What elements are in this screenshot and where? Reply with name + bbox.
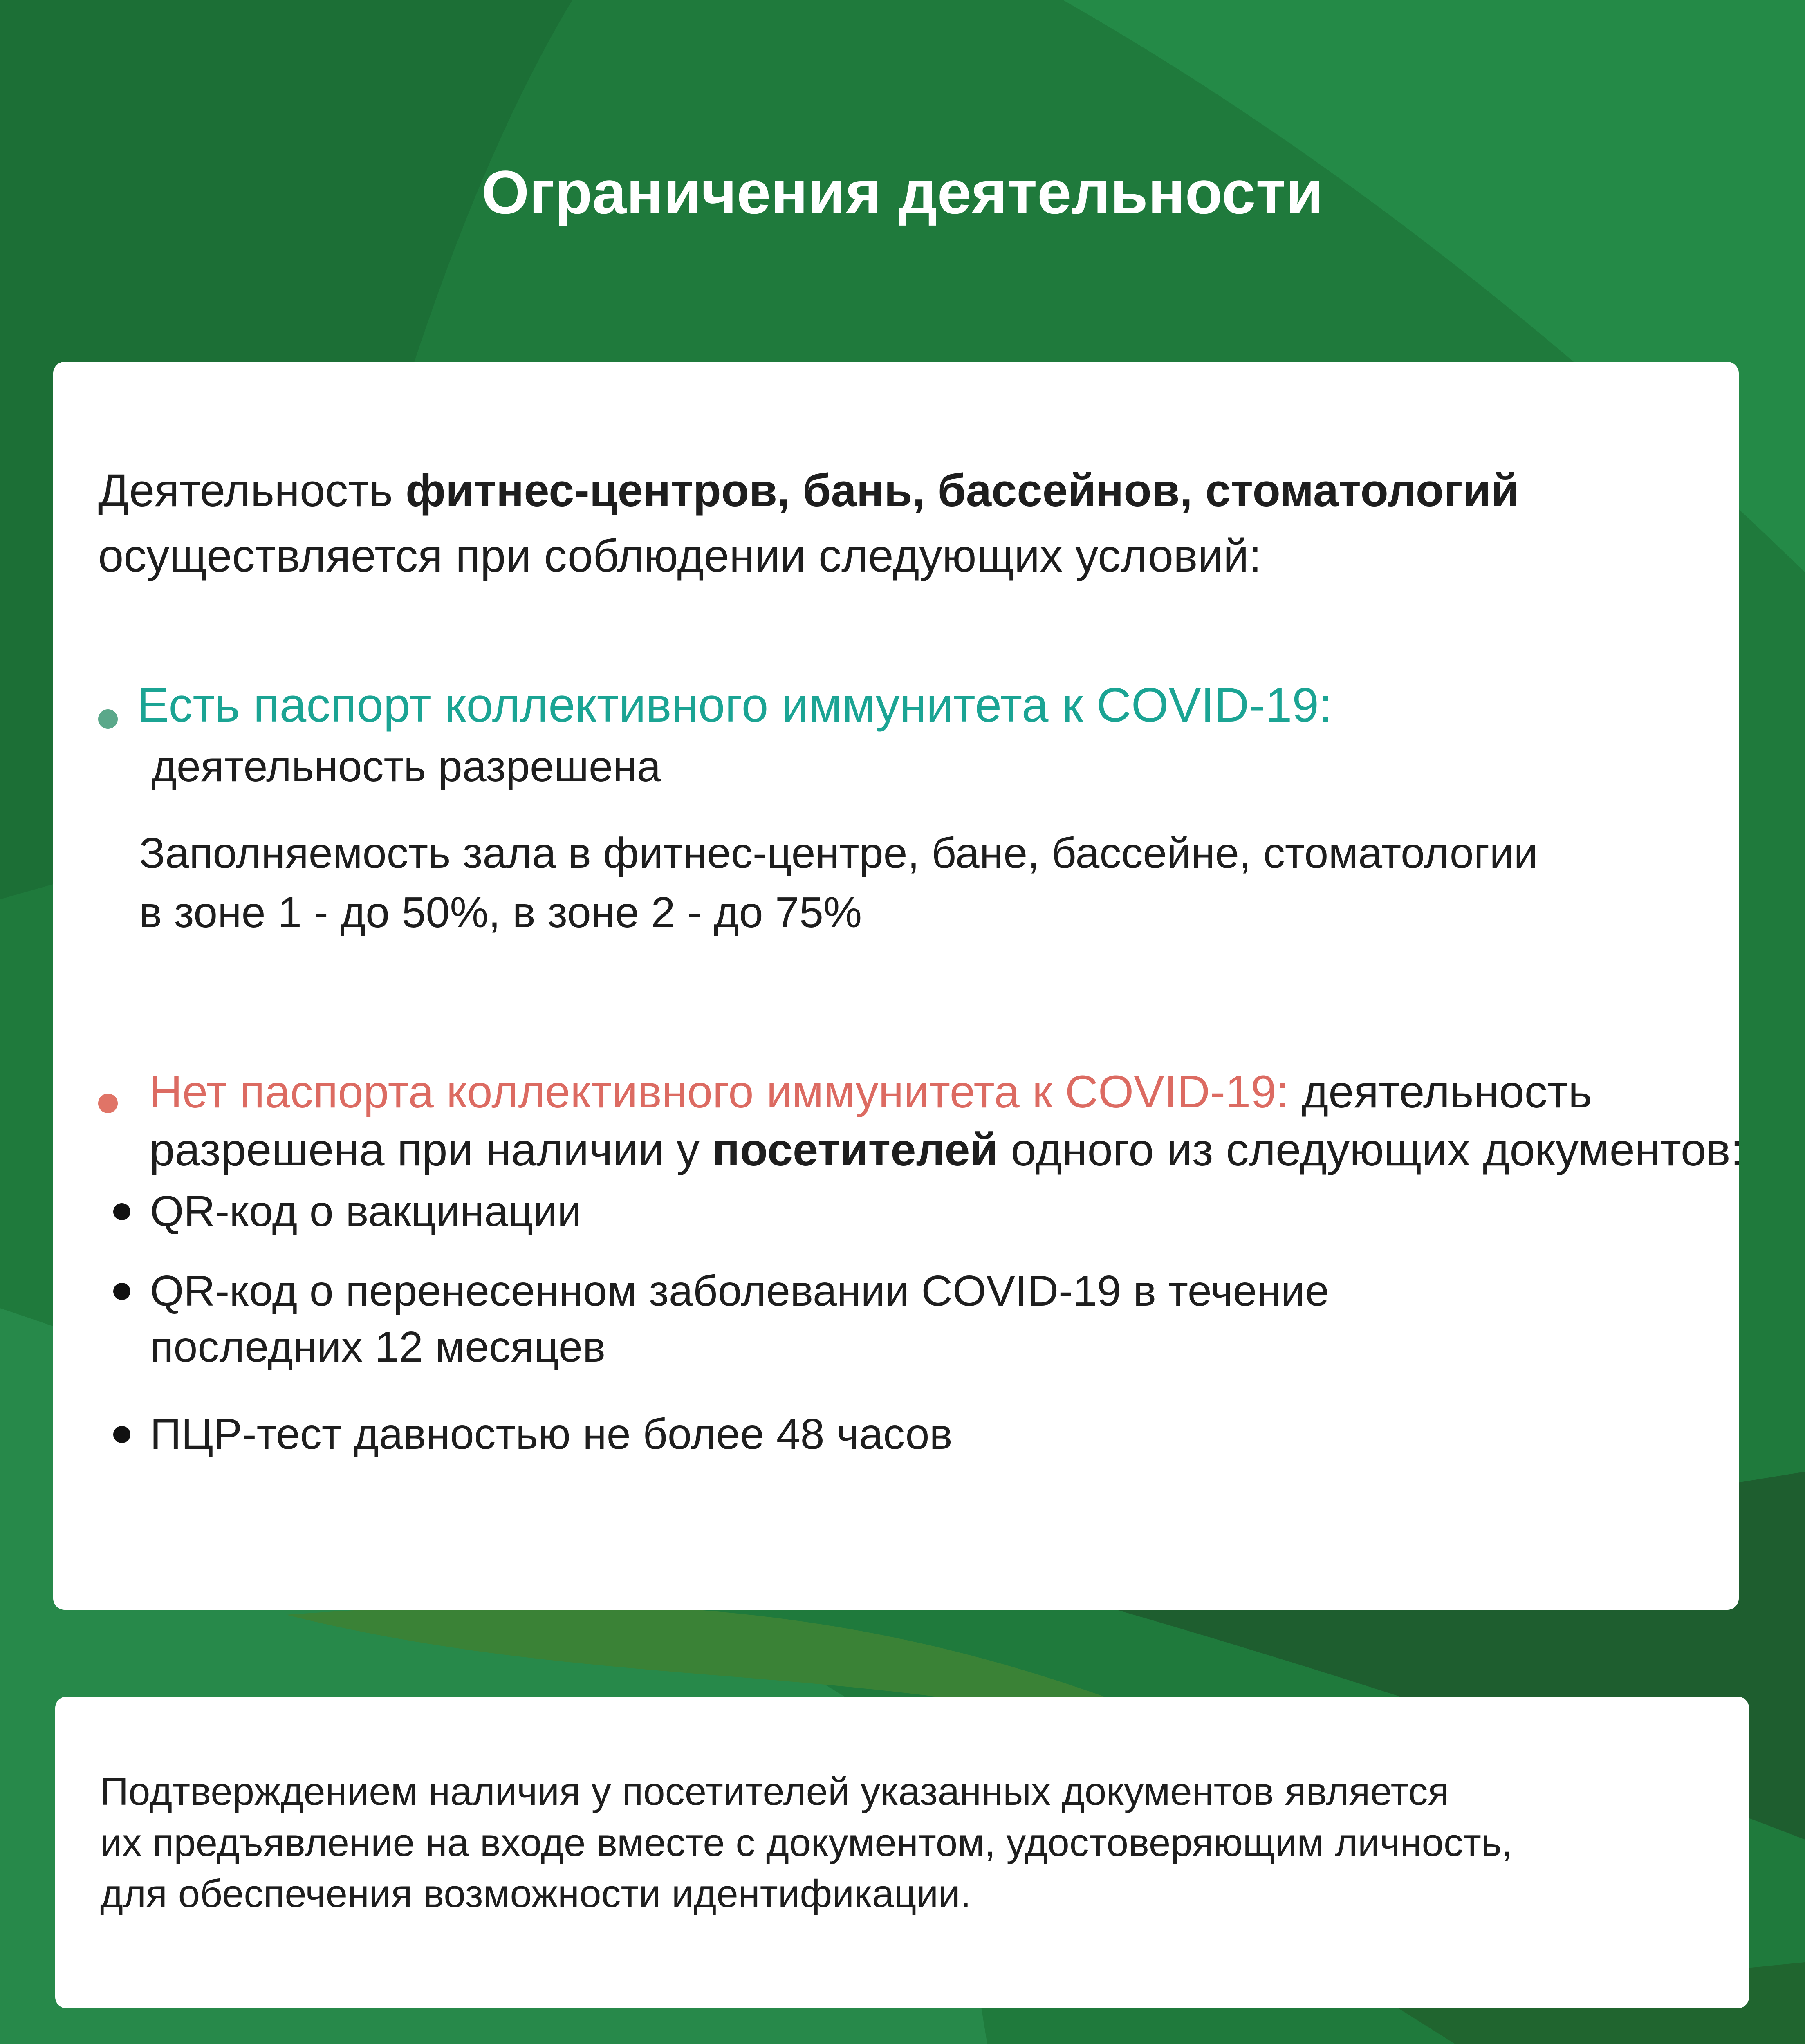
note-line2: их предъявление на входе вместе с документом, удостоверяющим личность, <box>100 1821 1513 1865</box>
occupancy-paragraph <box>139 824 1538 942</box>
intro-text <box>98 458 1519 589</box>
bullet-icon <box>113 1283 130 1300</box>
note-card <box>55 1697 1749 2008</box>
list-item <box>150 1406 953 1462</box>
bullet-icon <box>113 1203 130 1220</box>
bullet-icon <box>113 1426 130 1443</box>
list-item <box>150 1183 581 1239</box>
green-bullet-icon <box>98 709 118 729</box>
passport-no-heading: Нет паспорта коллективного иммунитета к COVID-19: <box>149 1066 1289 1117</box>
note-text <box>100 1766 1513 1919</box>
list-item-text: ПЦР-тест давностью не более 48 часов <box>150 1410 953 1458</box>
intro-prefix: Деятельность <box>98 465 406 516</box>
passport-no-line2-prefix: разрешена при наличии у <box>149 1124 713 1175</box>
visitors-bold: посетителей <box>712 1124 998 1175</box>
passport-no-block <box>149 1063 1743 1179</box>
occupancy-line1: Заполняемость зала в фитнес-центре, бане, бассейне, стоматологии <box>139 829 1538 877</box>
occupancy-line2: в зоне 1 - до 50%, в зоне 2 - до 75% <box>139 888 862 937</box>
note-line1: Подтверждением наличия у посетителей указанных документов является <box>100 1770 1449 1813</box>
intro-line2: осуществляется при соблюдении следующих условий: <box>98 530 1262 581</box>
red-bullet-icon <box>98 1094 118 1113</box>
intro-facilities: фитнес-центров, бань, бассейнов, стоматологий <box>406 465 1519 516</box>
passport-no-heading-tail: деятельность <box>1289 1066 1592 1117</box>
passport-yes-heading: Есть паспорт коллективного иммунитета к COVID-19: <box>137 678 1332 732</box>
list-item-text: QR-код о перенесенном заболевании COVID-19 в течение <box>150 1267 1330 1315</box>
passport-yes-subtext: деятельность разрешена <box>151 742 661 791</box>
list-item-text: QR-код о вакцинации <box>150 1187 582 1235</box>
passport-no-line2-suffix: одного из следующих документов: <box>998 1124 1743 1175</box>
list-item <box>150 1263 1329 1375</box>
page-title: Ограничения деятельности <box>481 158 1324 226</box>
note-line3: для обеспечения возможности идентификации. <box>100 1872 971 1916</box>
list-item-text-cont: последних 12 месяцев <box>150 1323 606 1371</box>
conditions-card <box>53 362 1743 1610</box>
